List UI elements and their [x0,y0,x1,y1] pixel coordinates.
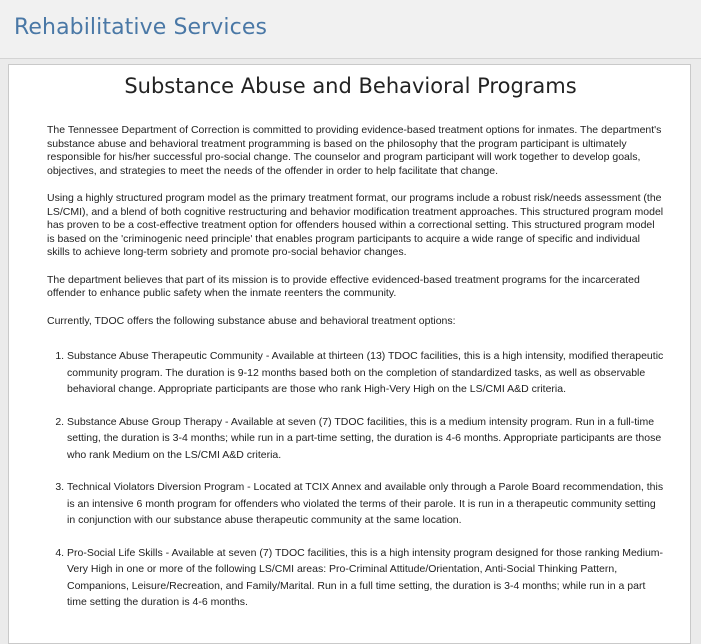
list-item: 2. Substance Abuse Group Therapy - Available at seven (7) TDOC facilities, this is a medium intensity program. Run in a full-time setting, the duration is 3-4 months; while run in a part-time setting, the duration is 4-6 months. Appropriate participants are those who rank Medium on the LS/CMI A&D criteria. [67,414,664,464]
program-model-paragraph: Using a highly structured program model as the primary treatment format, our programs include a robust risk/needs assessment (the LS/CMI), and a blend of both cognitive restructuring and behavior modification treatment approaches. This structured program model has proven to be a cost-effective treatment option for offenders housed within a correctional setting. This structured program model is based on the 'criminogenic need principle' that enables program participants to acquire a wide range of specific and individual skills to achieve long-term sobriety and promote pro-social behavior changes. [47,192,664,258]
list-item: 1. Substance Abuse Therapeutic Community - Available at thirteen (13) TDOC facilities, this is a high intensity, modified therapeutic community program. The duration is 9-12 months based both on the completion of standardized tasks, as well as observable behavioral change. Appropriate participants are those who rank High-Very High on the LS/CMI A&D criteria. [67,348,664,398]
section-title: Rehabilitative Services [14,15,268,40]
list-item: 4. Pro-Social Life Skills - Available at seven (7) TDOC facilities, this is a high intensity program designed for those ranking Medium-Very High in one or more of the following LS/CMI areas: Pro-Criminal Attitude/Orientation, Anti-Social Thinking Pattern, Companions, Leisure/Recreation, and Family/Marital. Run in a full time setting, the duration is 3-4 months; while run in a part time setting the duration is 4-6 months. [67,545,664,611]
intro-paragraph: The Tennessee Department of Correction is committed to providing evidence-based treatment options for inmates. The department's substance abuse and behavioral treatment programming is based on the philosophy that the program participant is ultimately responsible for his/her successful pro-social change. The counselor and program participant will work together to develop goals, objectives, and strategies to meet the needs of the offender in order to help facilitate that change. [47,124,662,177]
program-list [47,348,664,611]
section-header [0,0,701,59]
options-intro-paragraph: Currently, TDOC offers the following substance abuse and behavioral treatment options: [47,314,456,327]
mission-paragraph: The department believes that part of its mission is to provide effective evidenced-based treatment programs for the incarcerated offender to enhance public safety when the inmate reenters the community. [47,273,640,299]
page-title: Substance Abuse and Behavioral Programs [124,74,577,98]
list-item: 3. Technical Violators Diversion Program - Located at TCIX Annex and available only through a Parole Board recommendation, this is an intensive 6 month program for offenders who violated the terms of their parole. It is run in a therapeutic community setting in conjunction with our substance abuse therapeutic community at the same location. [67,479,664,529]
content-panel [8,64,691,644]
